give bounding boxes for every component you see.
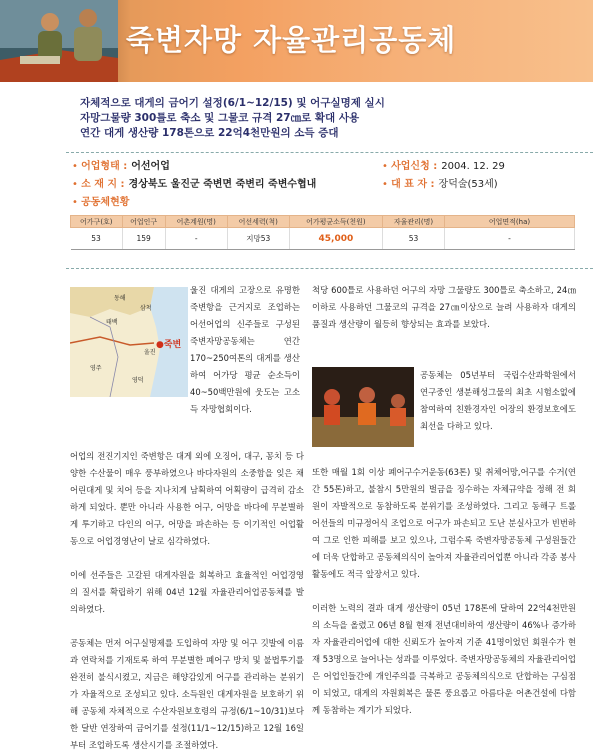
map-label: 울진 (144, 349, 156, 356)
map-label: 삼척 (140, 305, 152, 312)
title-banner (0, 0, 593, 82)
right-column-top (312, 282, 576, 350)
label: 공동체현황 (81, 197, 130, 208)
label: 어업형태 : (81, 161, 128, 172)
community-status: • 공동체현황 (72, 197, 130, 208)
business-type: • 어업형태 : 어선어업 (72, 161, 170, 172)
map-label: 영주 (90, 365, 102, 372)
right-column-beside-photo (420, 367, 576, 452)
table-cell: 159 (122, 228, 165, 250)
column-header: 어가구(호) (71, 216, 123, 228)
right-column (312, 464, 576, 736)
label: 소 재 지 : (81, 179, 125, 190)
table-cell: 지망53 (227, 228, 289, 250)
paragraph: 척당 600틀로 사용하던 어구의 자망 그물량도 300틀로 축소하고, 24㎝이하로 사용하던 그물코의 규격을 27㎝이상으로 늘려 사용하자 대게의 품질과 생산량이 월등히 향상되는 효과를 보았다. (312, 285, 576, 329)
location-map (70, 287, 188, 397)
left-column (70, 448, 304, 754)
address: • 소 재 지 : 경상북도 울진군 죽변면 죽변리 죽변수협내 (72, 179, 317, 190)
paragraph: 어업의 전진기지인 죽변항은 대게 외에 오징어, 대구, 꽁치 등 다양한 수산물이 매우 풍부하였으나 바다자원의 소중함을 잊은 채 어린대게 및 치어 등을 지나치게 남획하여 어획량이 급격히 감소하게 되었다. 뿐만 아니라 사용한 어구, 어망을 바다에 무분별하게 투기하고 다인의 어구, 어망을 파손하는 등 이기적인 어업활동으로 어업경영난이 날로 심각하였다. (70, 451, 304, 546)
paragraph: 이에 선주들은 고갈된 대게자원을 회복하고 효율적인 어업경영의 질서를 확립하기 위해 04년 12월 자율관리어업공동체를 발의하였다. (70, 570, 304, 614)
highlight-line: 자체적으로 대게의 금어기 설정(6/1~12/15) 및 어구실명제 실시 (80, 97, 385, 109)
left-column-intro-beside-map (190, 282, 300, 435)
representative: • 대 표 자 : 장덕술(53세) (382, 179, 498, 190)
table-header-row (71, 216, 575, 228)
value: 어선어업 (131, 161, 170, 172)
table-cell: 53 (382, 228, 444, 250)
page-title: 죽변자망 자율관리공동체 (126, 23, 457, 57)
label: 사업신청 : (391, 161, 438, 172)
column-header: 자율관리(명) (382, 216, 444, 228)
map-label: ●죽변 (156, 340, 182, 350)
value: 경상북도 울진군 죽변면 죽변리 죽변수협내 (128, 179, 317, 190)
column-header: 어업면적(ha) (445, 216, 575, 228)
summary-highlights (80, 96, 385, 141)
table-cell: - (165, 228, 227, 250)
value: 장덕술(53세) (438, 179, 498, 190)
value: 2004. 12. 29 (441, 161, 505, 172)
community-stats-table (70, 215, 575, 250)
table-cell: - (445, 228, 575, 250)
map-label: 태백 (106, 319, 118, 326)
paragraph: 공동체는 먼저 어구실명제를 도입하여 자망 및 어구 깃발에 이름과 연락처를 기재토록 하여 무분별한 폐어구 방치 및 불법투기를 완전히 불식시켰고, 지금은 해양감있게 어구를 관리하는 분위기가 자율적으로 조성되고 있다. 소득원인 대게자원을 보호하기 위해 공동체 자체적으로 수산자원보호령의 규정(6/1~10/31)보다 한 달반 연장하여 금어기를 설정(11/1~12/15)하고 12월 16일부터 조업하도록 생산시기를 조절하였다. (70, 638, 304, 750)
table-cell: 53 (71, 228, 123, 250)
paragraph: 이러한 노력의 결과 대게 생산량이 05년 178톤에 달하여 22억4천만원의 소득을 올렸고 06년 8월 현재 전년대비하여 생산량이 46%나 증가하자 자율관리어업에 대한 신뢰도가 높아져 기준 41명이었던 회원수가 현재 53명으로 늘어나는 성과를 이루었다. 죽변자망공동체의 자율관리어업은 어업인들간에 개인주의를 극복하고 공동체의식으로 단합하는 구심점이 되었고, 대게의 자원회복은 물론 풍요롭고 아름다운 어촌건설에 다함께 동참하는 계기가 되었다. (312, 603, 576, 715)
divider (66, 268, 593, 269)
column-header: 어가평균소득(천원) (289, 216, 382, 228)
paragraph: 울진 대게의 고장으로 유명한 죽변항을 근거지로 조업하는 어선어업의 신주들로 구성된 죽변자망공동체는 연간 170~250여톤의 대게를 생산하여 어가당 평균 순소득이 40~50백만원에 웃도는 고소득 자망협회이다. (190, 285, 300, 414)
application-date: • 사업신청 : 2004. 12. 29 (382, 161, 505, 172)
table-row (71, 228, 575, 250)
highlight-line: 자망그물량 300틀로 축소 및 그물코 규격 27㎝로 확대 사용 (80, 112, 360, 124)
column-header: 어촌계원(명) (165, 216, 227, 228)
column-header: 어업인구 (122, 216, 165, 228)
map-label: 영덕 (132, 377, 144, 384)
fishing-boat-photo (312, 367, 414, 447)
highlight-line: 연간 대게 생산량 178톤으로 22억4천만원의 소득 증대 (80, 127, 339, 139)
map-label: 동해 (114, 295, 126, 302)
table-cell: 45,000 (289, 228, 382, 250)
column-header: 어선세력(척) (227, 216, 289, 228)
paragraph: 또한 매월 1회 이상 폐어구수거운동(63톤) 및 취체어망,어구를 수거(연간 55톤)하고, 불참시 5만원의 벌금을 징수하는 자체규약을 정해 전 회원이 자발적으로 동참하도록 분위기를 조성하였다. 그리고 동해구 트롤 어선들의 미규정어식 조업으로 어구가 파손되고 도난 분실사고가 빈번하여 그로 인한 피해를 보고 있으나, 그럼수록 죽변자망공동체 구성원들간에 더욱 단합하고 공동체의식이 높아져 자율관리어업뿐 아니라 각종 봉사활동에도 적극 앞장서고 있다. (312, 467, 577, 579)
label: 대 표 자 : (391, 179, 435, 190)
fishermen-photo (0, 0, 118, 82)
paragraph: 공동체는 05년부터 국립수산과학원에서 연구중인 생분해성그물의 최초 시험소없에 참여하여 친환경자인 어장의 환경보호에도 최선을 다하고 있다. (420, 370, 576, 431)
divider (66, 152, 593, 153)
